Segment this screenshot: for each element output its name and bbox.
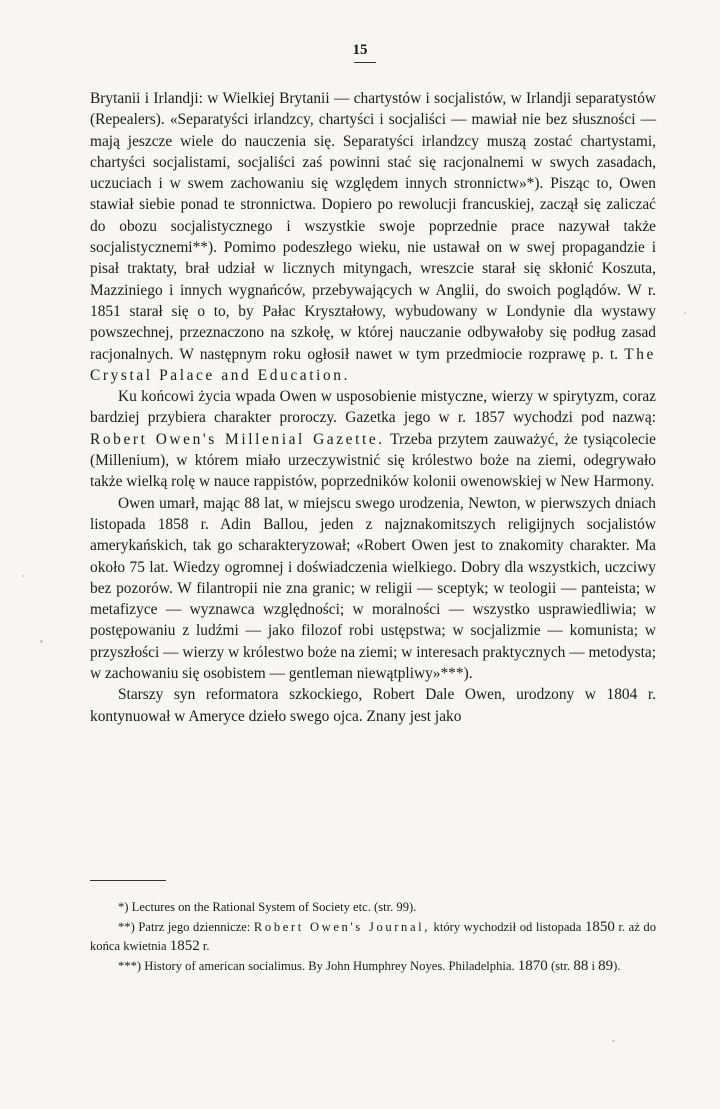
footnote-2-year-start: 1850: [584, 918, 615, 935]
footnote-2-text-a: **) Patrz jego dziennicze:: [118, 919, 254, 934]
paragraph-3: [90, 493, 656, 685]
body-text: [90, 88, 656, 727]
footnote-2-text-c: r. aż do końca kwietnia: [90, 919, 656, 953]
footnote-1-text: *) Lectures on the Rational System of Society etc. (str. 99).: [118, 900, 417, 914]
paper-speck: [612, 1040, 615, 1042]
footnote-3-text-b: (str.: [547, 958, 574, 973]
footnote-3: [90, 957, 656, 977]
footnote-1: [90, 898, 656, 918]
paragraph-2-text-a: Ku końcowi życia wpada Owen w usposobienie mistyczne, wierzy w spirytyzm, coraz bardziej przybiera charakter proroczy. Gazetka jego w r. 1857 wychodzi pod nazwą:: [90, 388, 656, 427]
owens-journal-title: Robert Owen's Journal,: [253, 919, 430, 934]
footnote-divider: [90, 880, 166, 881]
footnote-3-text-d: ).: [613, 958, 621, 973]
paragraph-3-text: Owen umarł, mając 88 lat, w miejscu swego urodzenia, Newton, w pierwszych dniach listopada 1858 r. Adin Ballou, jeden z najznakomitszych religijnych socjalistów amerykańskich, tak go scharakteryzował; «Robert Owen jest to znakomity charakter. Ma około 75 lat. Wiedzy ogromnej i doświadczenia wielkiego. Dobry dla wszystkich, uczciwy bez pozorów. W filantropii nie zna granic; w religii — sceptyk; w teologii — panteista; w metafizyce — wyznawca względności; w moralności — wszystko usprawiedliwia; w postępowaniu z ludźmi — jako filozof robi ustępstwa; w socjalizmie — komunista; w przyszłości — wierzy w królestwo boże na ziemi; w interesach praktycznych — metodysta; w zachowaniu się osobistem — gentleman niewątpliwy»***).: [90, 494, 656, 683]
page-number-underline: [354, 62, 376, 63]
footnote-3-text-a: ***) History of american socialimus. By John Humphrey Noyes. Philadelphia.: [118, 958, 518, 973]
paragraph-4-text: Starszy syn reformatora szkockiego, Robert Dale Owen, urodzony w 1804 r. kontynuował w Ameryce dzieło swego ojca. Znany jest jako: [90, 686, 656, 725]
footnote-2-text-d: r.: [199, 939, 210, 953]
millenial-gazette-title: Robert Owen's Millenial Gazette.: [90, 430, 385, 448]
page-number: 15: [352, 42, 368, 58]
paragraph-2: [90, 386, 656, 492]
footnote-3-text-c: i: [588, 958, 599, 973]
footnote-3-page-a: 88: [573, 957, 589, 974]
paragraph-4: [90, 684, 656, 727]
paper-speck: [684, 312, 686, 314]
paragraph-1: [90, 88, 656, 386]
paper-speck: [22, 575, 24, 577]
footnote-3-page-b: 89: [598, 957, 614, 974]
crystal-palace-title: The Crystal Palace and Education.: [90, 345, 656, 384]
footnotes: [90, 898, 656, 976]
footnote-3-year: 1870: [517, 957, 548, 974]
footnote-2-text-b: który wychodził od listopada: [429, 919, 585, 934]
footnote-2-year-end: 1852: [169, 938, 200, 954]
footnote-2: [90, 918, 656, 957]
paragraph-2-text-b: Trzeba przytem zauważyć, że tysiącolecie (Millenium), w którem miało urzeczywistnić się królestwo boże na ziemi, odegrywało także wielką rolę w nauce rappistów, poprzedników kolonii owenowskiej w New Harmony.: [90, 430, 656, 491]
paper-speck: [40, 640, 43, 643]
paragraph-1-text: Brytanii i Irlandji: w Wielkiej Brytanii — chartystów i socjalistów, w Irlandji separatystów (Repealers). «Separatyści irlandzcy, chartyści i socjaliści — mawiał nie bez słuszności — mają jeszcze wiele do nauczenia się. Separatyści irlandzcy muszą zostać chartystami, chartyści socjalistami, socjaliści zaś powinni stać się racjonalnemi w swych zasadach, uczuciach i w swem zachowaniu się względem innych stronnictw»*). Pisząc to, Owen stawiał siebie ponad te stronnictwa. Dopiero po rewolucji francuskiej, zaczął się zaliczać do obozu socjalistycznego i wszystkie swoje poprzednie prace nazywał także socjalistycznemi**). Pomimo podeszłego wieku, nie ustawał on w swej propagandzie i pisał traktaty, brał udział w licznych mityngach, wreszcie starał się skłonić Koszuta, Mazziniego i innych wygnańców, przebywających w Anglii, do swoich poglądów. W r. 1851 starał się o to, by Pałac Kryształowy, wybudowany w Londynie dla wystawy powszechnej, przeznaczono na szkołę, w której nauczanie odbywałoby się podług zasad racjonalnych. W następnym roku ogłosił nawet w tym przedmiocie rozprawę p. t.: [90, 90, 656, 363]
